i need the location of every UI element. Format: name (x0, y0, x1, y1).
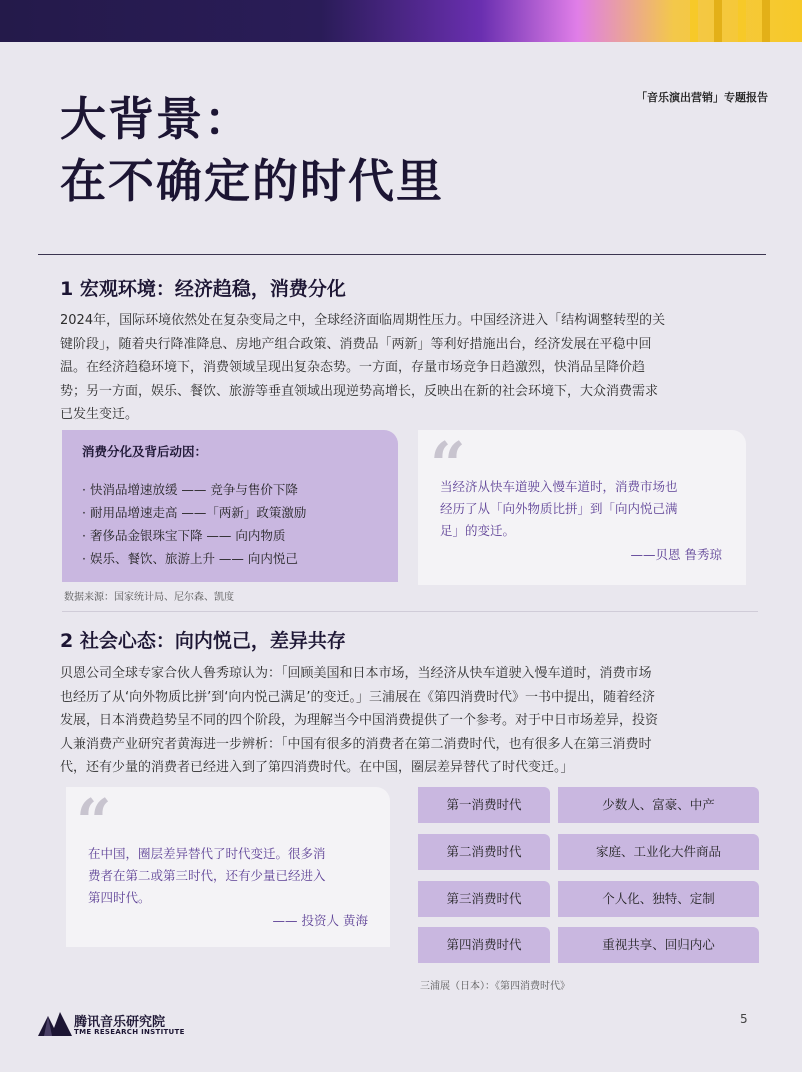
era-desc: 个人化、独特、定制 (558, 881, 759, 917)
box-item: · 快消品增速放缓 —— 竞争与售价下降 (82, 482, 298, 497)
logo-text-en: TME RESEARCH INSTITUTE (74, 1028, 185, 1036)
quote-text (440, 476, 678, 542)
era-name: 第四消费时代 (418, 927, 550, 963)
report-tag: 「音乐演出营销」专题报告 (636, 91, 768, 104)
page-number: 5 (740, 1012, 748, 1026)
box-item: · 娱乐、餐饮、旅游上升 —— 向内悦己 (82, 551, 298, 566)
paragraph-line: 也经历了从‘向外物质比拼’到‘向内悦己满足’的变迁。」三浦展在《第四消费时代》一书中提出，随着经济 (60, 689, 656, 705)
logo-mountain-icon (38, 1010, 72, 1036)
quote-box-huanghai (66, 787, 390, 947)
paragraph-line: 发展，日本消费趋势呈不同的四个阶段，为理解当今中国消费提供了一个参考。对于中日市场差异，投资 (60, 713, 659, 728)
quote-line: 经历了从「向外物质比拼」到「向内悦己满 (440, 501, 678, 516)
era-desc: 少数人、富豪、中产 (558, 787, 759, 823)
divider (38, 254, 766, 255)
era-name: 第二消费时代 (418, 834, 550, 870)
section2-heading: 2 社会心态：向内悦己，差异共存 (60, 630, 346, 652)
paragraph-line: 键阶段」，随着央行降准降息、房地产组合政策、消费品「两新」等利好措施出台，经济发展在平稳中回 (60, 336, 652, 352)
top-stripes (690, 0, 802, 42)
quote-author: ——贝恩 鲁秀琼 (630, 547, 722, 562)
box-title: 消费分化及背后动因： (82, 444, 208, 459)
section1-heading: 1 宏观环境：经济趋稳，消费分化 (60, 278, 346, 300)
data-source: 数据来源：国家统计局、尼尔森、凯度 (64, 592, 234, 603)
paragraph-line: 贝恩公司全球专家合伙人鲁秀琼认为：「回顾美国和日本市场，当经济从快车道驶入慢车道时，消费市场 (60, 666, 652, 681)
data-source: 三浦展（日本）：《第四消费时代》 (420, 981, 570, 992)
quote-line: 足」的变迁。 (440, 523, 516, 538)
title-line-2: 在不确定的时代里 (60, 154, 444, 208)
quote-line: 在中国，圈层差异替代了时代变迁。很多消 (88, 846, 326, 861)
box-item: · 耐用品增速走高 ——「两新」政策激励 (82, 505, 307, 520)
quote-text (88, 843, 326, 909)
quote-line: 当经济从快车道驶入慢车道时，消费市场也 (440, 479, 678, 494)
quote-mark-icon: “ (76, 785, 112, 858)
era-desc: 重视共享、回归内心 (558, 927, 759, 963)
title-line-1: 大背景： (60, 92, 252, 146)
section2-paragraph (60, 662, 750, 780)
quote-line: 第四时代。 (88, 890, 151, 905)
top-gradient-bar (0, 0, 802, 42)
divider-thin (62, 611, 758, 612)
quote-mark-icon: “ (430, 428, 466, 501)
era-desc: 家庭、工业化大件商品 (558, 834, 759, 870)
paragraph-line: 温。在经济趋稳环境下，消费领域呈现出复杂态势。一方面，存量市场竞争日趋激烈，快消品呈降价趋 (60, 360, 646, 375)
paragraph-line: 势；另一方面，娱乐、餐饮、旅游等垂直领域出现逆势高增长，反映出在新的社会环境下，大众消费需求 (60, 383, 659, 399)
consumption-divergence-box (62, 430, 398, 582)
paragraph-line: 人兼消费产业研究者黄海进一步辨析：「中国有很多的消费者在第二消费时代，也有很多人在第三消费时 (60, 736, 652, 752)
era-name: 第一消费时代 (418, 787, 550, 823)
paragraph-line: 2024年，国际环境依然处在复杂变局之中，全球经济面临周期性压力。中国经济进入「结构调整转型的关 (60, 313, 666, 328)
box-item: · 奢侈品金银珠宝下降 —— 向内物质 (82, 528, 286, 543)
logo-text-cn: 腾讯音乐研究院 (74, 1015, 166, 1030)
era-name: 第三消费时代 (418, 881, 550, 917)
quote-author: —— 投资人 黄海 (272, 913, 368, 928)
quote-line: 费者在第二或第三时代，还有少量已经进入 (88, 868, 326, 883)
tme-logo (38, 1010, 218, 1040)
paragraph-line: 代，还有少量的消费者已经进入到了第四消费时代。在中国，圈层差异替代了时代变迁。」 (60, 760, 574, 775)
quote-box-bain (418, 430, 746, 585)
page-title (60, 88, 444, 212)
section1-paragraph (60, 309, 750, 427)
paragraph-line: 已发生变迁。 (60, 407, 139, 422)
